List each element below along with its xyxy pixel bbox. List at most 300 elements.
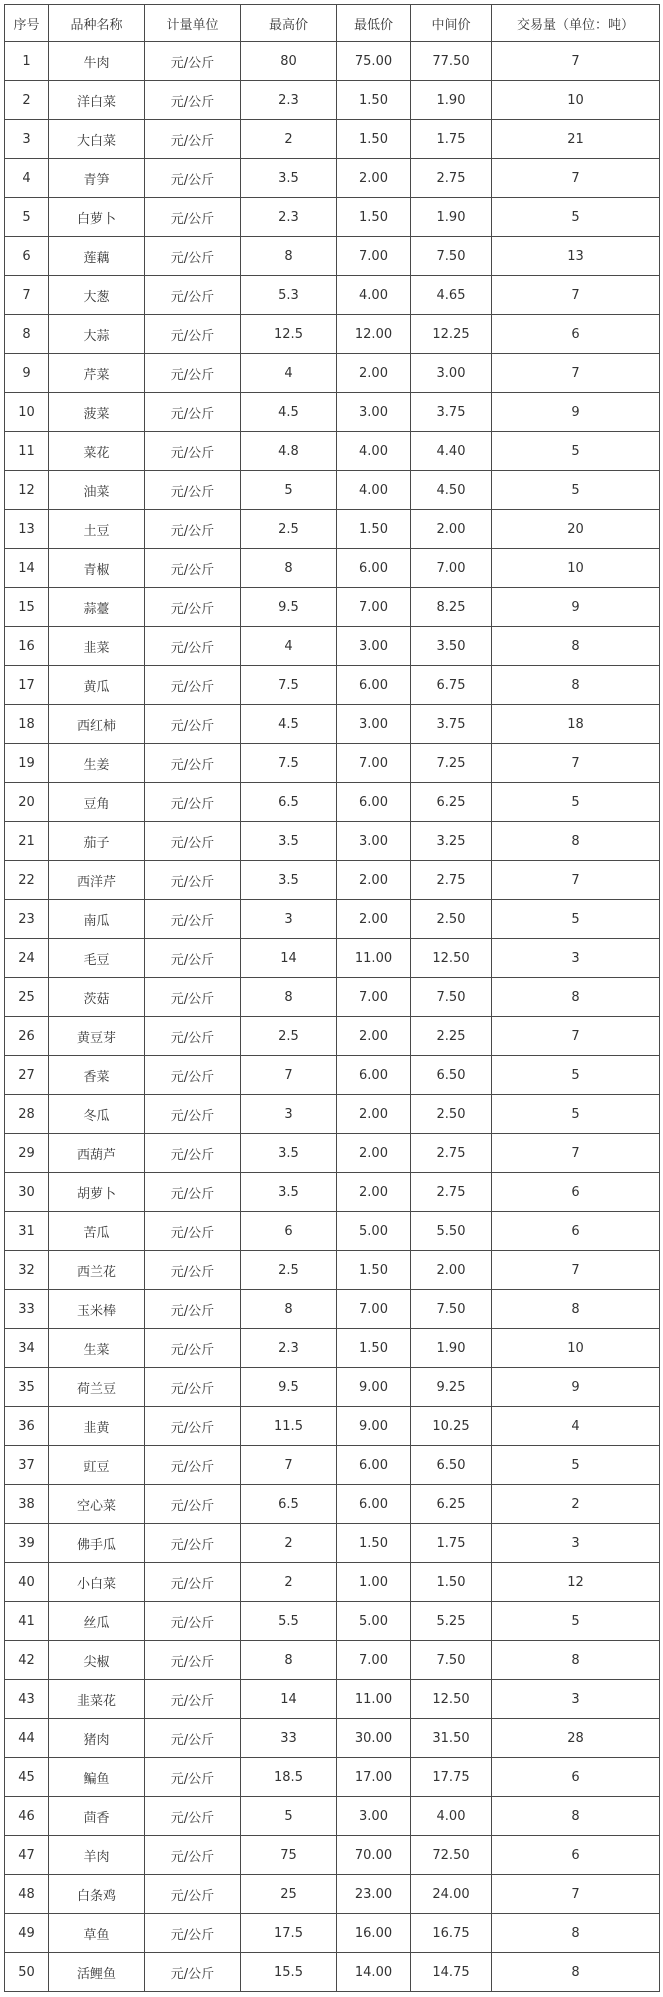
cell-mid-price: 2.75 bbox=[411, 1134, 492, 1173]
cell-max-price: 12.5 bbox=[241, 315, 337, 354]
cell-volume: 7 bbox=[492, 354, 660, 393]
cell-name: 茄子 bbox=[49, 822, 145, 861]
cell-name: 青椒 bbox=[49, 549, 145, 588]
cell-name: 小白菜 bbox=[49, 1563, 145, 1602]
cell-name: 韭菜 bbox=[49, 627, 145, 666]
table-row bbox=[5, 198, 660, 237]
cell-max-price: 3.5 bbox=[241, 861, 337, 900]
cell-volume: 5 bbox=[492, 432, 660, 471]
cell-mid-price: 1.75 bbox=[411, 120, 492, 159]
cell-max-price: 2 bbox=[241, 120, 337, 159]
table-row bbox=[5, 978, 660, 1017]
cell-index: 2 bbox=[5, 81, 49, 120]
cell-name: 活鲤鱼 bbox=[49, 1953, 145, 1992]
cell-unit: 元/公斤 bbox=[145, 1602, 241, 1641]
cell-unit: 元/公斤 bbox=[145, 1758, 241, 1797]
cell-mid-price: 6.50 bbox=[411, 1446, 492, 1485]
cell-index: 39 bbox=[5, 1524, 49, 1563]
table-row bbox=[5, 1095, 660, 1134]
cell-max-price: 25 bbox=[241, 1875, 337, 1914]
cell-name: 菜花 bbox=[49, 432, 145, 471]
cell-name: 胡萝卜 bbox=[49, 1173, 145, 1212]
cell-max-price: 5 bbox=[241, 471, 337, 510]
cell-volume: 3 bbox=[492, 1680, 660, 1719]
cell-volume: 5 bbox=[492, 783, 660, 822]
cell-unit: 元/公斤 bbox=[145, 1914, 241, 1953]
cell-index: 29 bbox=[5, 1134, 49, 1173]
cell-name: 茨菇 bbox=[49, 978, 145, 1017]
cell-unit: 元/公斤 bbox=[145, 1563, 241, 1602]
cell-mid-price: 1.90 bbox=[411, 1329, 492, 1368]
cell-index: 48 bbox=[5, 1875, 49, 1914]
cell-mid-price: 4.00 bbox=[411, 1797, 492, 1836]
cell-index: 10 bbox=[5, 393, 49, 432]
cell-name: 佛手瓜 bbox=[49, 1524, 145, 1563]
table-row bbox=[5, 1368, 660, 1407]
cell-index: 11 bbox=[5, 432, 49, 471]
cell-name: 鳊鱼 bbox=[49, 1758, 145, 1797]
cell-max-price: 15.5 bbox=[241, 1953, 337, 1992]
cell-mid-price: 2.75 bbox=[411, 159, 492, 198]
cell-mid-price: 72.50 bbox=[411, 1836, 492, 1875]
cell-volume: 2 bbox=[492, 1485, 660, 1524]
cell-index: 32 bbox=[5, 1251, 49, 1290]
cell-name: 猪肉 bbox=[49, 1719, 145, 1758]
cell-volume: 8 bbox=[492, 1953, 660, 1992]
cell-name: 洋白菜 bbox=[49, 81, 145, 120]
cell-name: 西兰花 bbox=[49, 1251, 145, 1290]
cell-min-price: 7.00 bbox=[337, 588, 411, 627]
cell-mid-price: 10.25 bbox=[411, 1407, 492, 1446]
cell-index: 30 bbox=[5, 1173, 49, 1212]
cell-unit: 元/公斤 bbox=[145, 549, 241, 588]
cell-unit: 元/公斤 bbox=[145, 315, 241, 354]
cell-mid-price: 1.75 bbox=[411, 1524, 492, 1563]
table-row bbox=[5, 822, 660, 861]
cell-volume: 6 bbox=[492, 1758, 660, 1797]
table-row bbox=[5, 1212, 660, 1251]
cell-name: 大白菜 bbox=[49, 120, 145, 159]
cell-mid-price: 3.25 bbox=[411, 822, 492, 861]
cell-unit: 元/公斤 bbox=[145, 1407, 241, 1446]
cell-min-price: 3.00 bbox=[337, 822, 411, 861]
table-row bbox=[5, 1602, 660, 1641]
cell-max-price: 3 bbox=[241, 900, 337, 939]
cell-min-price: 2.00 bbox=[337, 861, 411, 900]
cell-index: 15 bbox=[5, 588, 49, 627]
cell-max-price: 7 bbox=[241, 1446, 337, 1485]
cell-min-price: 16.00 bbox=[337, 1914, 411, 1953]
cell-max-price: 3.5 bbox=[241, 159, 337, 198]
cell-name: 南瓜 bbox=[49, 900, 145, 939]
cell-min-price: 3.00 bbox=[337, 627, 411, 666]
cell-name: 白萝卜 bbox=[49, 198, 145, 237]
header-unit: 计量单位 bbox=[145, 5, 241, 42]
cell-index: 21 bbox=[5, 822, 49, 861]
cell-unit: 元/公斤 bbox=[145, 978, 241, 1017]
cell-unit: 元/公斤 bbox=[145, 159, 241, 198]
cell-name: 韭黄 bbox=[49, 1407, 145, 1446]
cell-mid-price: 24.00 bbox=[411, 1875, 492, 1914]
cell-index: 19 bbox=[5, 744, 49, 783]
cell-unit: 元/公斤 bbox=[145, 471, 241, 510]
cell-unit: 元/公斤 bbox=[145, 900, 241, 939]
cell-max-price: 8 bbox=[241, 1641, 337, 1680]
cell-min-price: 2.00 bbox=[337, 159, 411, 198]
cell-min-price: 3.00 bbox=[337, 1797, 411, 1836]
cell-volume: 9 bbox=[492, 393, 660, 432]
cell-mid-price: 7.50 bbox=[411, 1641, 492, 1680]
cell-unit: 元/公斤 bbox=[145, 1329, 241, 1368]
cell-volume: 8 bbox=[492, 627, 660, 666]
cell-mid-price: 6.25 bbox=[411, 783, 492, 822]
cell-max-price: 17.5 bbox=[241, 1914, 337, 1953]
cell-name: 豆角 bbox=[49, 783, 145, 822]
cell-unit: 元/公斤 bbox=[145, 1953, 241, 1992]
cell-name: 西红柿 bbox=[49, 705, 145, 744]
cell-max-price: 7.5 bbox=[241, 666, 337, 705]
cell-unit: 元/公斤 bbox=[145, 588, 241, 627]
table-row bbox=[5, 393, 660, 432]
cell-max-price: 6.5 bbox=[241, 783, 337, 822]
cell-unit: 元/公斤 bbox=[145, 1212, 241, 1251]
cell-max-price: 8 bbox=[241, 1290, 337, 1329]
cell-index: 4 bbox=[5, 159, 49, 198]
price-table bbox=[4, 4, 660, 1992]
cell-index: 46 bbox=[5, 1797, 49, 1836]
table-row bbox=[5, 159, 660, 198]
cell-unit: 元/公斤 bbox=[145, 1368, 241, 1407]
cell-mid-price: 2.50 bbox=[411, 1095, 492, 1134]
cell-unit: 元/公斤 bbox=[145, 1641, 241, 1680]
cell-name: 玉米棒 bbox=[49, 1290, 145, 1329]
cell-min-price: 4.00 bbox=[337, 432, 411, 471]
cell-volume: 7 bbox=[492, 861, 660, 900]
cell-unit: 元/公斤 bbox=[145, 1485, 241, 1524]
cell-unit: 元/公斤 bbox=[145, 1173, 241, 1212]
cell-min-price: 7.00 bbox=[337, 744, 411, 783]
cell-index: 34 bbox=[5, 1329, 49, 1368]
cell-min-price: 23.00 bbox=[337, 1875, 411, 1914]
cell-unit: 元/公斤 bbox=[145, 81, 241, 120]
cell-unit: 元/公斤 bbox=[145, 939, 241, 978]
cell-name: 丝瓜 bbox=[49, 1602, 145, 1641]
cell-index: 25 bbox=[5, 978, 49, 1017]
cell-min-price: 7.00 bbox=[337, 1641, 411, 1680]
cell-index: 49 bbox=[5, 1914, 49, 1953]
cell-volume: 7 bbox=[492, 1251, 660, 1290]
cell-volume: 5 bbox=[492, 1056, 660, 1095]
table-row bbox=[5, 1797, 660, 1836]
cell-name: 土豆 bbox=[49, 510, 145, 549]
cell-mid-price: 2.50 bbox=[411, 900, 492, 939]
cell-name: 芹菜 bbox=[49, 354, 145, 393]
cell-index: 1 bbox=[5, 42, 49, 81]
cell-name: 尖椒 bbox=[49, 1641, 145, 1680]
cell-volume: 3 bbox=[492, 939, 660, 978]
cell-volume: 5 bbox=[492, 1446, 660, 1485]
cell-volume: 7 bbox=[492, 1017, 660, 1056]
table-row bbox=[5, 1017, 660, 1056]
cell-max-price: 3.5 bbox=[241, 1173, 337, 1212]
cell-mid-price: 5.25 bbox=[411, 1602, 492, 1641]
cell-unit: 元/公斤 bbox=[145, 120, 241, 159]
cell-volume: 28 bbox=[492, 1719, 660, 1758]
cell-index: 17 bbox=[5, 666, 49, 705]
header-name: 品种名称 bbox=[49, 5, 145, 42]
cell-index: 33 bbox=[5, 1290, 49, 1329]
table-row bbox=[5, 81, 660, 120]
cell-name: 生菜 bbox=[49, 1329, 145, 1368]
cell-volume: 5 bbox=[492, 900, 660, 939]
cell-index: 22 bbox=[5, 861, 49, 900]
cell-min-price: 1.50 bbox=[337, 120, 411, 159]
cell-volume: 10 bbox=[492, 1329, 660, 1368]
cell-min-price: 2.00 bbox=[337, 1134, 411, 1173]
cell-mid-price: 7.50 bbox=[411, 978, 492, 1017]
cell-mid-price: 2.75 bbox=[411, 1173, 492, 1212]
cell-mid-price: 4.40 bbox=[411, 432, 492, 471]
cell-mid-price: 4.50 bbox=[411, 471, 492, 510]
cell-volume: 7 bbox=[492, 1875, 660, 1914]
cell-volume: 8 bbox=[492, 1290, 660, 1329]
table-row bbox=[5, 1875, 660, 1914]
cell-index: 42 bbox=[5, 1641, 49, 1680]
cell-name: 西葫芦 bbox=[49, 1134, 145, 1173]
cell-mid-price: 2.75 bbox=[411, 861, 492, 900]
cell-min-price: 7.00 bbox=[337, 237, 411, 276]
cell-name: 香菜 bbox=[49, 1056, 145, 1095]
cell-unit: 元/公斤 bbox=[145, 744, 241, 783]
cell-max-price: 14 bbox=[241, 1680, 337, 1719]
table-row bbox=[5, 354, 660, 393]
cell-unit: 元/公斤 bbox=[145, 1251, 241, 1290]
table-row bbox=[5, 1524, 660, 1563]
cell-volume: 6 bbox=[492, 315, 660, 354]
cell-volume: 8 bbox=[492, 1914, 660, 1953]
cell-mid-price: 6.25 bbox=[411, 1485, 492, 1524]
cell-index: 38 bbox=[5, 1485, 49, 1524]
cell-name: 苦瓜 bbox=[49, 1212, 145, 1251]
cell-min-price: 5.00 bbox=[337, 1212, 411, 1251]
table-row bbox=[5, 471, 660, 510]
cell-max-price: 11.5 bbox=[241, 1407, 337, 1446]
cell-max-price: 9.5 bbox=[241, 1368, 337, 1407]
cell-index: 9 bbox=[5, 354, 49, 393]
cell-index: 5 bbox=[5, 198, 49, 237]
cell-max-price: 2.3 bbox=[241, 198, 337, 237]
table-row bbox=[5, 861, 660, 900]
cell-mid-price: 31.50 bbox=[411, 1719, 492, 1758]
table-row bbox=[5, 1173, 660, 1212]
cell-max-price: 18.5 bbox=[241, 1758, 337, 1797]
cell-volume: 18 bbox=[492, 705, 660, 744]
cell-max-price: 3.5 bbox=[241, 822, 337, 861]
cell-max-price: 2 bbox=[241, 1524, 337, 1563]
cell-max-price: 8 bbox=[241, 549, 337, 588]
cell-volume: 5 bbox=[492, 198, 660, 237]
cell-unit: 元/公斤 bbox=[145, 237, 241, 276]
table-row bbox=[5, 315, 660, 354]
cell-max-price: 5 bbox=[241, 1797, 337, 1836]
cell-unit: 元/公斤 bbox=[145, 354, 241, 393]
cell-mid-price: 5.50 bbox=[411, 1212, 492, 1251]
cell-max-price: 2.5 bbox=[241, 1017, 337, 1056]
cell-unit: 元/公斤 bbox=[145, 1017, 241, 1056]
table-row bbox=[5, 744, 660, 783]
cell-name: 羊肉 bbox=[49, 1836, 145, 1875]
cell-max-price: 3 bbox=[241, 1095, 337, 1134]
cell-volume: 9 bbox=[492, 1368, 660, 1407]
cell-mid-price: 1.50 bbox=[411, 1563, 492, 1602]
cell-mid-price: 14.75 bbox=[411, 1953, 492, 1992]
cell-mid-price: 2.00 bbox=[411, 510, 492, 549]
table-row bbox=[5, 1056, 660, 1095]
cell-min-price: 4.00 bbox=[337, 471, 411, 510]
cell-min-price: 1.50 bbox=[337, 1329, 411, 1368]
cell-index: 37 bbox=[5, 1446, 49, 1485]
table-row bbox=[5, 1290, 660, 1329]
header-volume: 交易量（单位：吨） bbox=[492, 5, 660, 42]
cell-max-price: 75 bbox=[241, 1836, 337, 1875]
cell-unit: 元/公斤 bbox=[145, 1446, 241, 1485]
table-row bbox=[5, 42, 660, 81]
table-header-row bbox=[5, 5, 660, 42]
table-row bbox=[5, 120, 660, 159]
cell-volume: 9 bbox=[492, 588, 660, 627]
cell-name: 大葱 bbox=[49, 276, 145, 315]
cell-volume: 10 bbox=[492, 81, 660, 120]
cell-name: 牛肉 bbox=[49, 42, 145, 81]
table-row bbox=[5, 900, 660, 939]
cell-mid-price: 16.75 bbox=[411, 1914, 492, 1953]
cell-index: 3 bbox=[5, 120, 49, 159]
cell-volume: 6 bbox=[492, 1173, 660, 1212]
cell-index: 36 bbox=[5, 1407, 49, 1446]
table-row bbox=[5, 1641, 660, 1680]
cell-name: 西洋芹 bbox=[49, 861, 145, 900]
cell-unit: 元/公斤 bbox=[145, 783, 241, 822]
cell-min-price: 9.00 bbox=[337, 1368, 411, 1407]
cell-name: 豇豆 bbox=[49, 1446, 145, 1485]
cell-unit: 元/公斤 bbox=[145, 822, 241, 861]
cell-mid-price: 6.75 bbox=[411, 666, 492, 705]
cell-max-price: 4.5 bbox=[241, 393, 337, 432]
table-row bbox=[5, 1134, 660, 1173]
header-index: 序号 bbox=[5, 5, 49, 42]
cell-volume: 12 bbox=[492, 1563, 660, 1602]
table-row bbox=[5, 237, 660, 276]
table-body bbox=[5, 42, 660, 1992]
header-mid-price: 中间价 bbox=[411, 5, 492, 42]
cell-min-price: 2.00 bbox=[337, 354, 411, 393]
cell-name: 生姜 bbox=[49, 744, 145, 783]
table-row bbox=[5, 1953, 660, 1992]
cell-unit: 元/公斤 bbox=[145, 1836, 241, 1875]
cell-index: 45 bbox=[5, 1758, 49, 1797]
cell-index: 18 bbox=[5, 705, 49, 744]
cell-min-price: 4.00 bbox=[337, 276, 411, 315]
cell-volume: 6 bbox=[492, 1212, 660, 1251]
cell-max-price: 9.5 bbox=[241, 588, 337, 627]
cell-unit: 元/公斤 bbox=[145, 1290, 241, 1329]
cell-name: 莲藕 bbox=[49, 237, 145, 276]
table-row bbox=[5, 1446, 660, 1485]
cell-min-price: 6.00 bbox=[337, 666, 411, 705]
cell-min-price: 1.50 bbox=[337, 1524, 411, 1563]
header-min-price: 最低价 bbox=[337, 5, 411, 42]
cell-unit: 元/公斤 bbox=[145, 393, 241, 432]
cell-unit: 元/公斤 bbox=[145, 1797, 241, 1836]
cell-unit: 元/公斤 bbox=[145, 42, 241, 81]
cell-index: 12 bbox=[5, 471, 49, 510]
cell-mid-price: 7.50 bbox=[411, 1290, 492, 1329]
cell-volume: 13 bbox=[492, 237, 660, 276]
cell-max-price: 4 bbox=[241, 354, 337, 393]
cell-volume: 7 bbox=[492, 744, 660, 783]
cell-max-price: 80 bbox=[241, 42, 337, 81]
cell-max-price: 4.5 bbox=[241, 705, 337, 744]
cell-index: 14 bbox=[5, 549, 49, 588]
table-row bbox=[5, 1836, 660, 1875]
cell-name: 白条鸡 bbox=[49, 1875, 145, 1914]
table-row bbox=[5, 549, 660, 588]
table-row bbox=[5, 588, 660, 627]
cell-max-price: 6 bbox=[241, 1212, 337, 1251]
cell-index: 35 bbox=[5, 1368, 49, 1407]
cell-min-price: 30.00 bbox=[337, 1719, 411, 1758]
cell-max-price: 2.5 bbox=[241, 510, 337, 549]
cell-min-price: 75.00 bbox=[337, 42, 411, 81]
cell-volume: 3 bbox=[492, 1524, 660, 1563]
cell-mid-price: 12.25 bbox=[411, 315, 492, 354]
cell-max-price: 8 bbox=[241, 237, 337, 276]
cell-max-price: 2.3 bbox=[241, 1329, 337, 1368]
cell-mid-price: 9.25 bbox=[411, 1368, 492, 1407]
cell-index: 28 bbox=[5, 1095, 49, 1134]
header-max-price: 最高价 bbox=[241, 5, 337, 42]
cell-min-price: 6.00 bbox=[337, 1485, 411, 1524]
cell-unit: 元/公斤 bbox=[145, 432, 241, 471]
table-row bbox=[5, 276, 660, 315]
cell-unit: 元/公斤 bbox=[145, 1134, 241, 1173]
table-row bbox=[5, 627, 660, 666]
cell-max-price: 2.3 bbox=[241, 81, 337, 120]
cell-mid-price: 12.50 bbox=[411, 939, 492, 978]
cell-volume: 8 bbox=[492, 666, 660, 705]
cell-max-price: 14 bbox=[241, 939, 337, 978]
cell-name: 空心菜 bbox=[49, 1485, 145, 1524]
cell-max-price: 5.5 bbox=[241, 1602, 337, 1641]
cell-mid-price: 7.50 bbox=[411, 237, 492, 276]
table-row bbox=[5, 1914, 660, 1953]
cell-unit: 元/公斤 bbox=[145, 1719, 241, 1758]
cell-unit: 元/公斤 bbox=[145, 1095, 241, 1134]
cell-name: 黄瓜 bbox=[49, 666, 145, 705]
cell-min-price: 6.00 bbox=[337, 783, 411, 822]
cell-max-price: 2 bbox=[241, 1563, 337, 1602]
cell-index: 8 bbox=[5, 315, 49, 354]
cell-volume: 8 bbox=[492, 1641, 660, 1680]
cell-mid-price: 7.00 bbox=[411, 549, 492, 588]
cell-max-price: 4.8 bbox=[241, 432, 337, 471]
cell-mid-price: 77.50 bbox=[411, 42, 492, 81]
cell-unit: 元/公斤 bbox=[145, 1524, 241, 1563]
cell-index: 47 bbox=[5, 1836, 49, 1875]
cell-index: 26 bbox=[5, 1017, 49, 1056]
cell-max-price: 4 bbox=[241, 627, 337, 666]
cell-volume: 10 bbox=[492, 549, 660, 588]
